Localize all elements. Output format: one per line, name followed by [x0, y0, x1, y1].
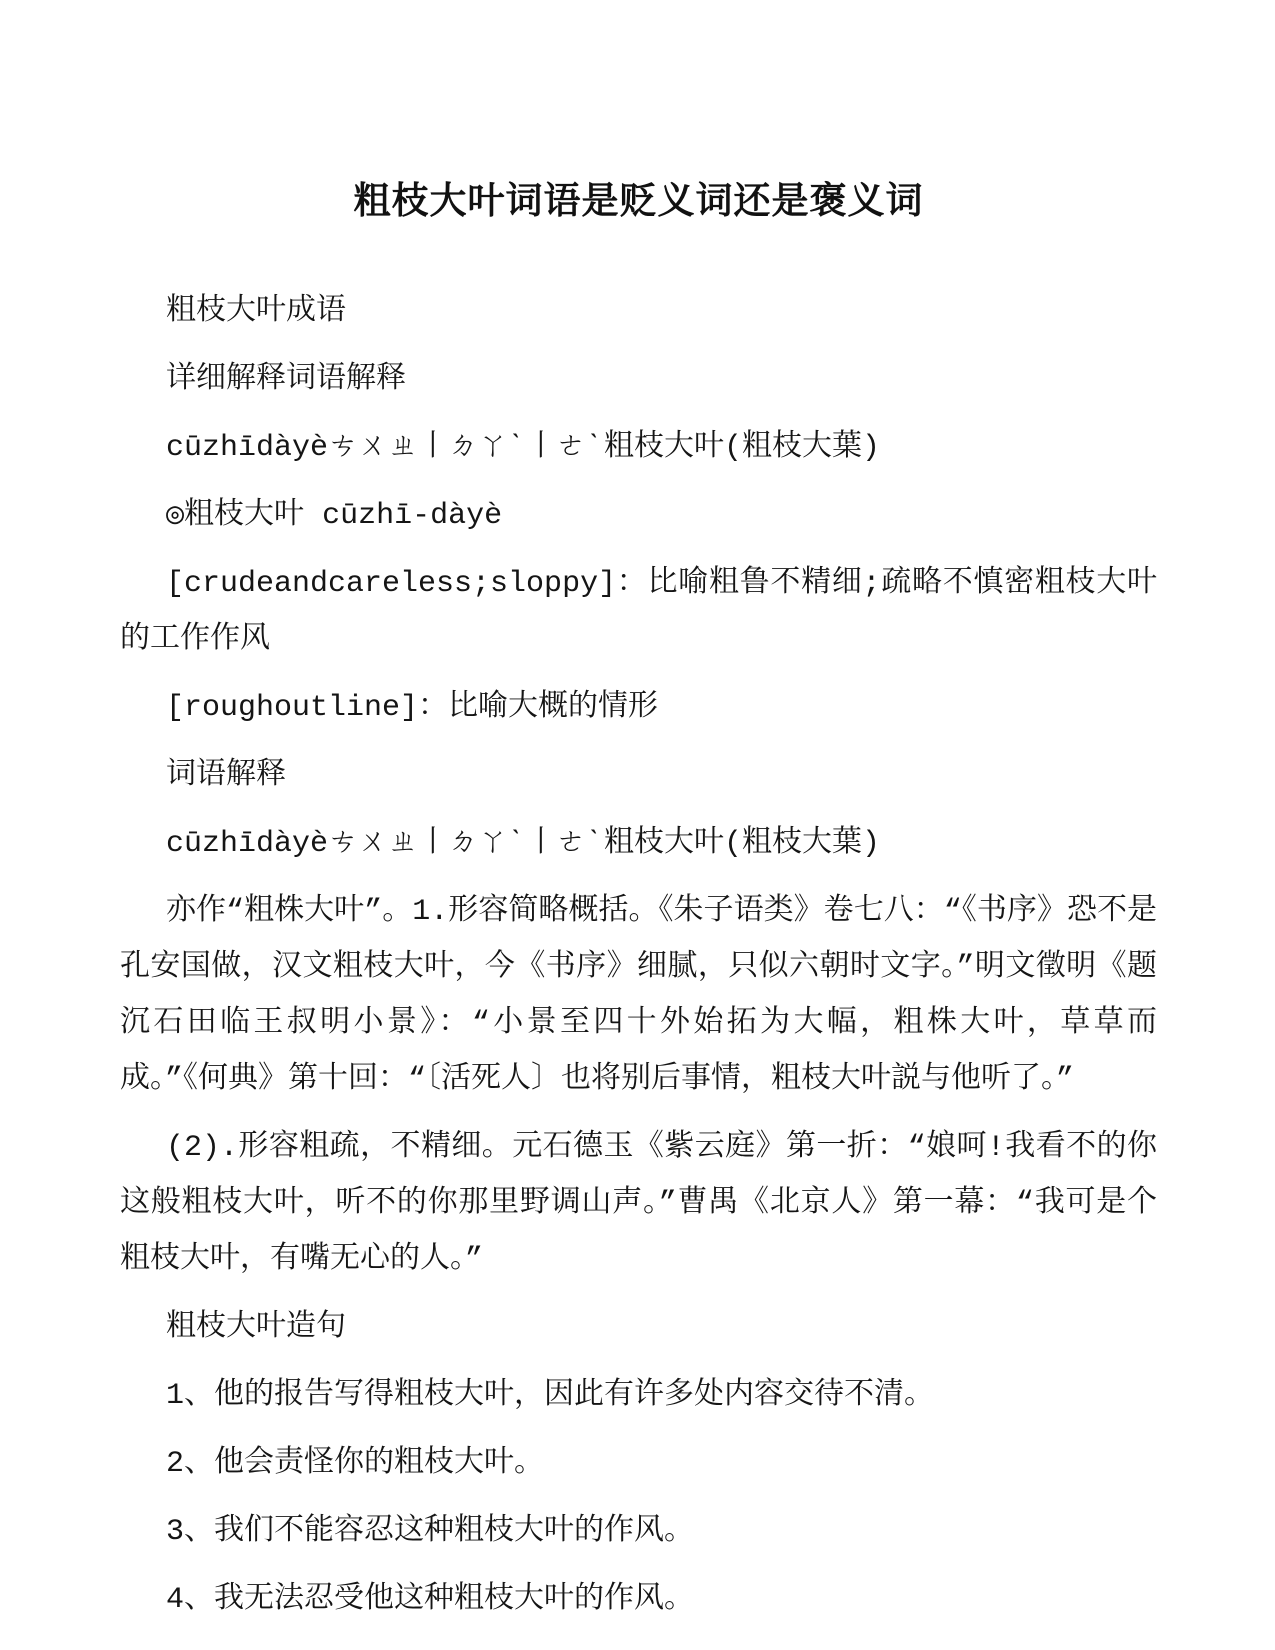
pinyin-zhuyin-line-2: cūzhīdàyèㄘㄨㄓ丨ㄉㄚˋ丨ㄜˋ粗枝大叶(粗枝大葉) [166, 827, 881, 861]
english-definition-crude-careless: [crudeandcareless;sloppy]：比喻粗鲁不精细;疏略不慎密粗枝大叶的工作作风 [120, 567, 1157, 657]
example-sentence-4: 4、我无法忍受他这种粗枝大叶的作风。 [166, 1583, 695, 1617]
example-sentence-3: 3、我们不能容忍这种粗枝大叶的作风。 [166, 1515, 695, 1549]
subtitle-sentence-making: 粗枝大叶造句 [166, 1311, 346, 1345]
entry-headword-pinyin: ◎粗枝大叶 cūzhī-dàyè [166, 499, 503, 533]
citation-paragraph-coarse-meaning: (2).形容粗疏，不精细。元石德玉《紫云庭》第一折：“娘呵!我看不的你这般粗枝大叶，听不的你那里野调山声。”曹禺《北京人》第一幕：“我可是个粗枝大叶，有嘴无心的人。” [120, 1131, 1157, 1277]
english-definition-rough-outline: [roughoutline]：比喻大概的情形 [166, 691, 659, 725]
subtitle-word-explanation: 词语解释 [166, 759, 286, 793]
citation-paragraph-brief-summary: 亦作“粗株大叶”。1.形容简略概括。《朱子语类》卷七八：“《书序》恐不是孔安国做，汉文粗枝大叶，今《书序》细腻，只似六朝时文字。”明文徵明《题沉石田临王叔明小景》：“小景至四十外始拓为大幅，粗株大叶，草草而成。”《何典》第十回：“〔活死人〕也将别后事情，粗枝大叶説与他听了。” [120, 895, 1157, 1097]
page-title: 粗枝大叶词语是贬义词还是褒义词 [353, 183, 924, 225]
pinyin-zhuyin-line-1: cūzhīdàyèㄘㄨㄓ丨ㄉㄚˋ丨ㄜˋ粗枝大叶(粗枝大葉) [166, 431, 881, 465]
example-sentence-1: 1、他的报告写得粗枝大叶，因此有许多处内容交待不清。 [166, 1379, 935, 1413]
example-sentence-2: 2、他会责怪你的粗枝大叶。 [166, 1447, 545, 1481]
subtitle-detailed-explanation: 详细解释词语解释 [166, 363, 406, 397]
subtitle-idiom-chengyu: 粗枝大叶成语 [166, 295, 346, 329]
